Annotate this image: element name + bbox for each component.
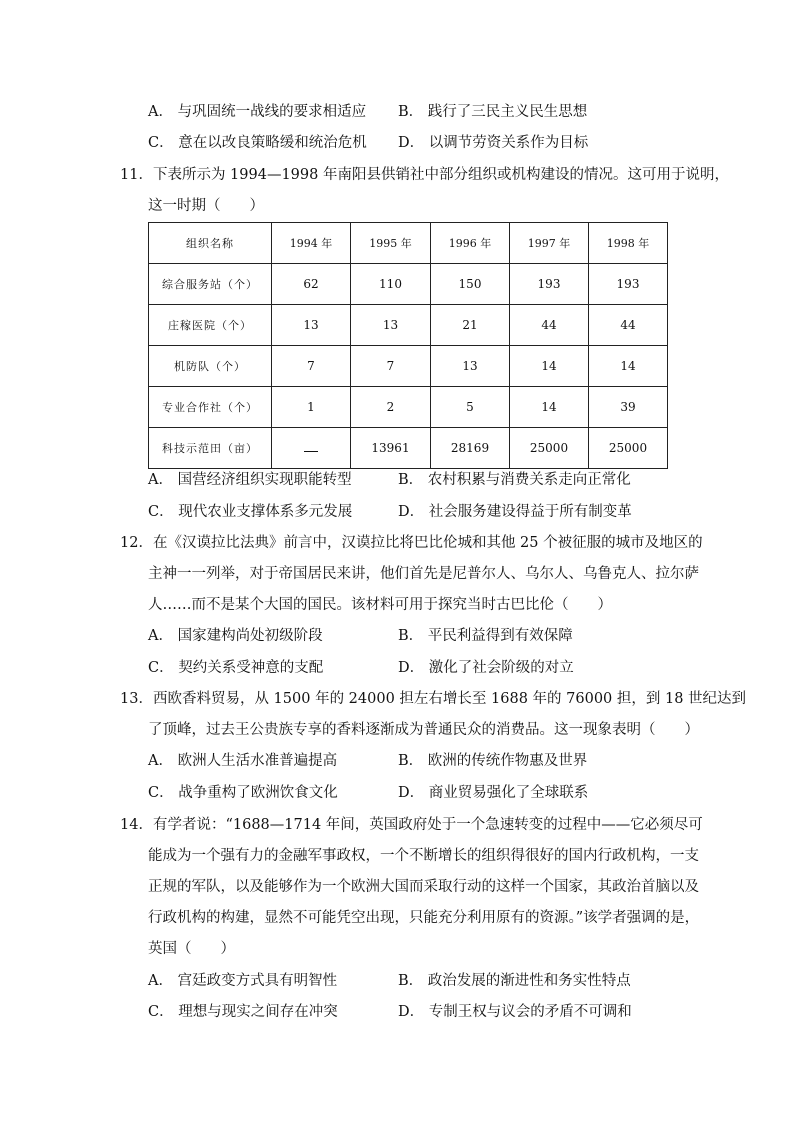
q14-option-a[interactable]: A． 宫廷政变方式具有明智性 <box>148 973 338 989</box>
table-row <box>149 346 668 387</box>
table-header-cell: 1998 年 <box>589 223 668 264</box>
table-row <box>149 305 668 346</box>
q13-option-a[interactable]: A． 欧洲人生活水准普遍提高 <box>148 753 338 769</box>
table-cell: 13961 <box>351 428 431 469</box>
q13-option-b[interactable]: B． 欧洲的传统作物惠及世界 <box>398 753 588 769</box>
table-row <box>149 264 668 305</box>
table-header-cell: 组织名称 <box>149 223 272 264</box>
table-row-label: 机防队（个） <box>149 346 272 387</box>
table-cell: 44 <box>589 305 668 346</box>
q14-stem-line-3: 正规的军队，以及能够作为一个欧洲大国而采取行动的这样一个国家，其政治首脑以及 <box>148 879 699 895</box>
table-cell: 7 <box>272 346 351 387</box>
q13-option-c[interactable]: C． 战争重构了欧洲饮食文化 <box>148 785 338 801</box>
q11-data-table <box>148 222 668 469</box>
empty-value-dash <box>304 443 318 452</box>
table-cell: 14 <box>510 387 589 428</box>
q13-option-d[interactable]: D． 商业贸易强化了全球联系 <box>398 785 589 801</box>
q11-option-a[interactable]: A． 国营经济组织实现职能转型 <box>148 472 352 488</box>
q10-option-b[interactable]: B． 践行了三民主义民生思想 <box>398 104 588 120</box>
q10-option-c[interactable]: C． 意在以改良策略缓和统治危机 <box>148 135 367 151</box>
table-cell: 5 <box>431 387 510 428</box>
table-cell: 39 <box>589 387 668 428</box>
q12-stem-line-1: 12．在《汉谟拉比法典》前言中，汉谟拉比将巴比伦城和其他 25 个被征服的城市及地区的 <box>120 535 703 551</box>
table-cell: 44 <box>510 305 589 346</box>
q10-option-a[interactable]: A． 与巩固统一战线的要求相适应 <box>148 104 367 120</box>
q10-option-d[interactable]: D． 以调节劳资关系作为目标 <box>398 135 589 151</box>
table-cell: 2 <box>351 387 431 428</box>
table-cell: 28169 <box>431 428 510 469</box>
q14-stem-line-5: 英国（ ） <box>148 941 235 957</box>
q14-option-d[interactable]: D． 专制王权与议会的矛盾不可调和 <box>398 1004 632 1020</box>
q14-option-b[interactable]: B． 政治发展的渐进性和务实性特点 <box>398 973 631 989</box>
q12-option-d[interactable]: D． 激化了社会阶级的对立 <box>398 660 574 676</box>
table-cell: 14 <box>510 346 589 387</box>
table-cell: 13 <box>351 305 431 346</box>
q12-stem-line-3: 人……而不是某个大国的国民。该材料可用于探究当时古巴比伦（ ） <box>148 597 612 613</box>
q13-stem-line-1: 13．西欧香料贸易，从 1500 年的 24000 担左右增长至 1688 年的 76000 担，到 18 世纪达到 <box>120 691 747 707</box>
table-cell: 13 <box>431 346 510 387</box>
q13-stem-line-2: 了顶峰，过去王公贵族专享的香料逐渐成为普通民众的消费品。这一现象表明（ ） <box>148 722 699 738</box>
table-row <box>149 387 668 428</box>
table-header-cell: 1997 年 <box>510 223 589 264</box>
table-row-label: 专业合作社（个） <box>149 387 272 428</box>
q12-option-a[interactable]: A． 国家建构尚处初级阶段 <box>148 628 323 644</box>
table-cell-empty <box>272 428 351 469</box>
table-row-label: 科技示范田（亩） <box>149 428 272 469</box>
q12-option-b[interactable]: B． 平民利益得到有效保障 <box>398 628 573 644</box>
table-cell: 193 <box>510 264 589 305</box>
table-row <box>149 428 668 469</box>
table-cell: 21 <box>431 305 510 346</box>
q11-stem-line-1: 11．下表所示为 1994—1998 年南阳县供销社中部分组织或机构建设的情况。这可用于说明， <box>120 167 729 183</box>
table-header-cell: 1996 年 <box>431 223 510 264</box>
table-cell: 110 <box>351 264 431 305</box>
q14-stem-line-1: 14．有学者说：“1688—1714 年间，英国政府处于一个急速转变的过程中——它必须尽可 <box>120 817 703 833</box>
q14-stem-line-4: 行政机构的构建，显然不可能凭空出现，只能充分利用原有的资源。”该学者强调的是， <box>148 910 700 926</box>
table-header-cell: 1994 年 <box>272 223 351 264</box>
q11-option-d[interactable]: D． 社会服务建设得益于所有制变革 <box>398 504 632 520</box>
q12-stem-line-2: 主神一一列举，对于帝国居民来讲，他们首先是尼普尔人、乌尔人、乌鲁克人、拉尔萨 <box>148 566 699 582</box>
q11-option-c[interactable]: C． 现代农业支撑体系多元发展 <box>148 504 353 520</box>
q14-option-c[interactable]: C． 理想与现实之间存在冲突 <box>148 1004 338 1020</box>
table-header-cell: 1995 年 <box>351 223 431 264</box>
table-cell: 62 <box>272 264 351 305</box>
table-cell: 1 <box>272 387 351 428</box>
q12-option-c[interactable]: C． 契约关系受神意的支配 <box>148 660 324 676</box>
table-row-label: 综合服务站（个） <box>149 264 272 305</box>
table-cell: 14 <box>589 346 668 387</box>
table-cell: 13 <box>272 305 351 346</box>
q11-option-b[interactable]: B． 农村积累与消费关系走向正常化 <box>398 472 631 488</box>
table-cell: 150 <box>431 264 510 305</box>
table-header-row <box>149 223 668 264</box>
table-cell: 25000 <box>589 428 668 469</box>
table-row-label: 庄稼医院（个） <box>149 305 272 346</box>
table-cell: 7 <box>351 346 431 387</box>
q11-stem-line-2: 这一时期（ ） <box>148 198 264 214</box>
table-cell: 25000 <box>510 428 589 469</box>
table-cell: 193 <box>589 264 668 305</box>
q14-stem-line-2: 能成为一个强有力的金融军事政权，一个不断增长的组织得很好的国内行政机构，一支 <box>148 848 699 864</box>
